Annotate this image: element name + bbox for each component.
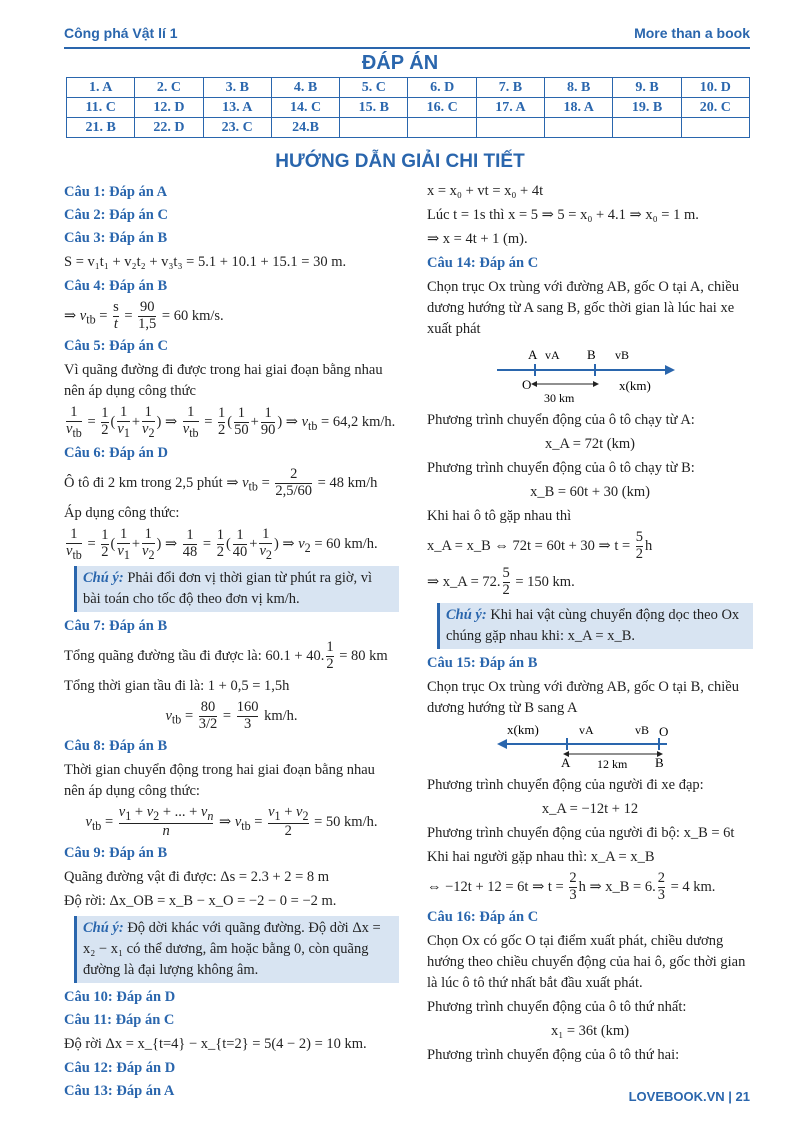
- point-b-label: B: [587, 347, 596, 363]
- equation: ⇒ x = 4t + 1 (m).: [427, 231, 528, 248]
- equation: x = x₀ + vt = x₀ + 4t: [427, 183, 544, 199]
- answer-cell: 10. D: [681, 78, 749, 98]
- answer-cell: 14. C: [271, 98, 339, 118]
- answer-cell: 18. A: [545, 98, 613, 118]
- answers-title: ĐÁP ÁN: [361, 52, 439, 74]
- point-a-label: A: [528, 347, 538, 363]
- paragraph: Chọn Ox có gốc O tại điểm xuất phát, chiều dương hướng theo chiều chuyển động của hai ô, gốc thời gian là lúc ô tô thứ nhất bắt đầu xuất phát.: [427, 932, 746, 991]
- answer-cell: 21. B: [67, 118, 135, 138]
- equation: Khi hai người gặp nhau thì: x_A = x_B: [427, 849, 655, 866]
- velocity-b-label: vB: [635, 723, 650, 738]
- equation: x_A = x_B ⇔ 72t = 60t + 30 ⇒ t = $\frac{5}{2}$ h: [427, 529, 653, 563]
- answer-cell: 6. D: [408, 78, 476, 98]
- velocity-a-label: vA: [579, 723, 594, 738]
- paragraph: Phương trình chuyển động của ô tô thứ nhất:: [427, 999, 687, 1016]
- equation: Độ rời: Δx_OB = x_B − x_O = −2 − 0 = −2 m.: [64, 893, 337, 910]
- answer-cell: 19. B: [613, 98, 681, 118]
- paragraph: Tổng thời gian tầu đi là: 1 + 0,5 = 1,5h: [64, 678, 290, 695]
- equation: $v_{tb}$ = $\frac{80}{3/2}$ = $\frac{160}{3}$ km/h.: [165, 699, 298, 732]
- paragraph: Phương trình chuyển động của người đi xe đạp:: [427, 777, 704, 794]
- note-box: Chú ý: Phải đổi đơn vị thời gian từ phút ra giờ, vì bài toán cho tốc độ theo đơn vị km/h.: [74, 566, 399, 612]
- equation: Độ rời Δx = x_{t=4} − x_{t=2} = 5(4 − 2) = 10 km.: [64, 1036, 367, 1053]
- answer-cell: [545, 118, 613, 138]
- answer-cell: 2. C: [135, 78, 203, 98]
- paragraph: Phương trình chuyển động của ô tô chạy từ A:: [427, 412, 695, 429]
- paragraph: Áp dụng công thức:: [64, 505, 180, 521]
- origin-label: O: [659, 724, 669, 740]
- answer-cell: 16. C: [408, 98, 476, 118]
- question-heading: Câu 12: Đáp án D: [64, 1060, 176, 1077]
- axis-label: x(km): [619, 378, 651, 394]
- question-heading: Câu 3: Đáp án B: [64, 230, 168, 247]
- paragraph: Vì quãng đường đi được trong hai giai đoạn bằng nhau nên áp dụng công thức: [64, 361, 383, 399]
- paragraph: Khi hai ô tô gặp nhau thì: [427, 508, 572, 525]
- equation: x₁ = 36t (km): [550, 1023, 630, 1040]
- note-box: Chú ý: Khi hai vật cùng chuyển động dọc theo Ox chúng gặp nhau khi: x_A = x_B.: [437, 603, 753, 649]
- equation: ⇒ $v_{tb}$ = $\frac{s}{t}$ = $\frac{90}{1,5}$ = 60 km/s.: [64, 299, 224, 333]
- answer-cell: 17. A: [476, 98, 544, 118]
- answer-cell: 23. C: [203, 118, 271, 138]
- answer-cell: 13. A: [203, 98, 271, 118]
- origin-label: O: [522, 377, 532, 393]
- answer-cell: 24.B: [271, 118, 339, 138]
- answer-cell: 7. B: [476, 78, 544, 98]
- question-heading: Câu 16: Đáp án C: [427, 908, 539, 925]
- equation: x_A = −12t + 12: [541, 801, 639, 818]
- page-header: [64, 25, 750, 47]
- note-box: Chú ý: Độ dời khác với quãng đường. Độ dời Δx = x₂ − x₁ có thể dương, âm hoặc bằng 0, còn quãng đường là đại lượng không âm.: [74, 916, 399, 983]
- question-heading: Câu 11: Đáp án C: [64, 1012, 175, 1029]
- answer-cell: [476, 118, 544, 138]
- equation: Ô tô đi 2 km trong 2,5 phút ⇒ $v_{tb}$ = $\frac{2}{2,5/60}$ = 48 km/h: [64, 466, 378, 500]
- answer-cell: 9. B: [613, 78, 681, 98]
- answer-cell: 5. C: [340, 78, 408, 98]
- table-row: [67, 118, 750, 138]
- equation: Phương trình chuyển động của người đi bộ: x_B = 6t: [427, 825, 735, 842]
- equation: $v_{tb}$ = $\frac{v_1 + v_2 + ... + v_n}{n}$ ⇒ $v_{tb}$ = $\frac{v_1 + v_2}{2}$ = 50 km/h.: [85, 803, 378, 840]
- question-heading: Câu 5: Đáp án C: [64, 337, 168, 354]
- answer-cell: 15. B: [340, 98, 408, 118]
- left-column: [64, 180, 399, 1104]
- question-heading: Câu 4: Đáp án B: [64, 278, 168, 295]
- answer-cell: 22. D: [135, 118, 203, 138]
- question-heading: Câu 8: Đáp án B: [64, 737, 168, 754]
- equation: ⇒ x_A = 72. $\frac{5}{2}$ = 150 km.: [427, 565, 575, 598]
- motion-diagram-1: [427, 344, 753, 406]
- point-a-label: A: [561, 755, 571, 771]
- header-slogan: More than a book: [634, 25, 750, 41]
- equation: Lúc t = 1s thì x = 5 ⇒ 5 = x₀ + 4.1 ⇒ x₀ = 1 m.: [427, 207, 699, 224]
- solutions-title: HƯỚNG DẪN GIẢI CHI TIẾT: [275, 151, 525, 172]
- answer-table: [66, 77, 750, 138]
- question-heading: Câu 15: Đáp án B: [427, 654, 538, 671]
- answer-cell: 8. B: [545, 78, 613, 98]
- answer-cell: 3. B: [203, 78, 271, 98]
- answer-cell: 4. B: [271, 78, 339, 98]
- paragraph: Chọn trục Ox trùng với đường AB, gốc O tại A, chiều dương hướng từ A sang B, gốc thời gian là lúc hai xe xuất phát: [427, 279, 739, 338]
- question-heading: Câu 7: Đáp án B: [64, 618, 168, 635]
- equation: x_B = 60t + 30 (km): [530, 484, 650, 501]
- equation: x_A = 72t (km): [545, 436, 635, 453]
- right-column: [427, 178, 753, 1069]
- answer-cell: 20. C: [681, 98, 749, 118]
- table-row: [67, 98, 750, 118]
- axis-label: x(km): [507, 722, 539, 738]
- question-heading: Câu 13: Đáp án A: [64, 1083, 175, 1100]
- header-book-title: Công phá Vật lí 1: [64, 25, 178, 41]
- answer-cell: 1. A: [67, 78, 135, 98]
- equation: ⇔ −12t + 12 = 6t ⇒ t = $\frac{2}{3}$ h ⇒ x_B = 6. $\frac{2}{3}$ = 4 km.: [427, 870, 716, 904]
- answer-cell: [408, 118, 476, 138]
- question-heading: Câu 10: Đáp án D: [64, 989, 176, 1006]
- question-heading: Câu 2: Đáp án C: [64, 207, 168, 224]
- page-footer: LOVEBOOK.VN | 21: [628, 1089, 750, 1104]
- answer-cell: [681, 118, 749, 138]
- table-row: [67, 78, 750, 98]
- question-heading: Câu 9: Đáp án B: [64, 845, 168, 862]
- equation: Tổng quãng đường tầu đi được là: 60.1 + 40. $\frac{1}{2}$ = 80 km: [64, 639, 388, 673]
- question-heading: Câu 6: Đáp án D: [64, 445, 168, 462]
- answer-cell: 11. C: [67, 98, 135, 118]
- equation: S = v₁t₁ + v₂t₂ + v₃t₃ = 5.1 + 10.1 + 15.1 = 30 m.: [64, 254, 347, 271]
- motion-diagram-2: [427, 722, 753, 772]
- question-heading: Câu 14: Đáp án C: [427, 255, 539, 272]
- point-b-label: B: [655, 755, 664, 771]
- header-rule: [64, 47, 750, 49]
- velocity-a-label: vA: [545, 348, 560, 363]
- answer-cell: 12. D: [135, 98, 203, 118]
- equation: $\frac{1}{v_{tb}}$ = $\frac{1}{2}$ ( $\frac{1}{v_1}$ + $\frac{1}{v_2}$ ) ⇒ $\frac{1}{48}$ = $\frac{1}{2}$ ( $\frac{1}{40}$ + $\frac{1}{v_2}$ ) ⇒ $v_2 = 60$ km/h.: [66, 526, 378, 562]
- answer-cell: [613, 118, 681, 138]
- paragraph: Phương trình chuyển động của ô tô chạy từ B:: [427, 460, 695, 477]
- question-heading: Câu 1: Đáp án A: [64, 184, 168, 200]
- paragraph: Chọn trục Ox trùng với đường AB, gốc O tại B, chiều dương hướng từ B sang A: [427, 678, 739, 716]
- velocity-b-label: vB: [615, 348, 630, 363]
- paragraph: Phương trình chuyển động của ô tô thứ hai:: [427, 1047, 680, 1064]
- distance-label: 30 km: [544, 391, 575, 406]
- equation: $\frac{1}{v_{tb}}$ = $\frac{1}{2}$ ( $\frac{1}{v_1}$ + $\frac{1}{v_2}$ ) ⇒ $\frac{1}{v_{tb}}$ = $\frac{1}{2}$ ( $\frac{1}{50}$ + $\frac{1}{90}$ ) ⇒ $v_{tb} = 64,2$ km/h.: [66, 404, 396, 440]
- paragraph: Thời gian chuyển động trong hai giai đoạn bằng nhau nên áp dụng công thức:: [64, 761, 375, 799]
- equation: Quãng đường vật đi được: Δs = 2.3 + 2 = 8 m: [64, 869, 330, 886]
- distance-label: 12 km: [597, 757, 628, 772]
- answer-cell: [340, 118, 408, 138]
